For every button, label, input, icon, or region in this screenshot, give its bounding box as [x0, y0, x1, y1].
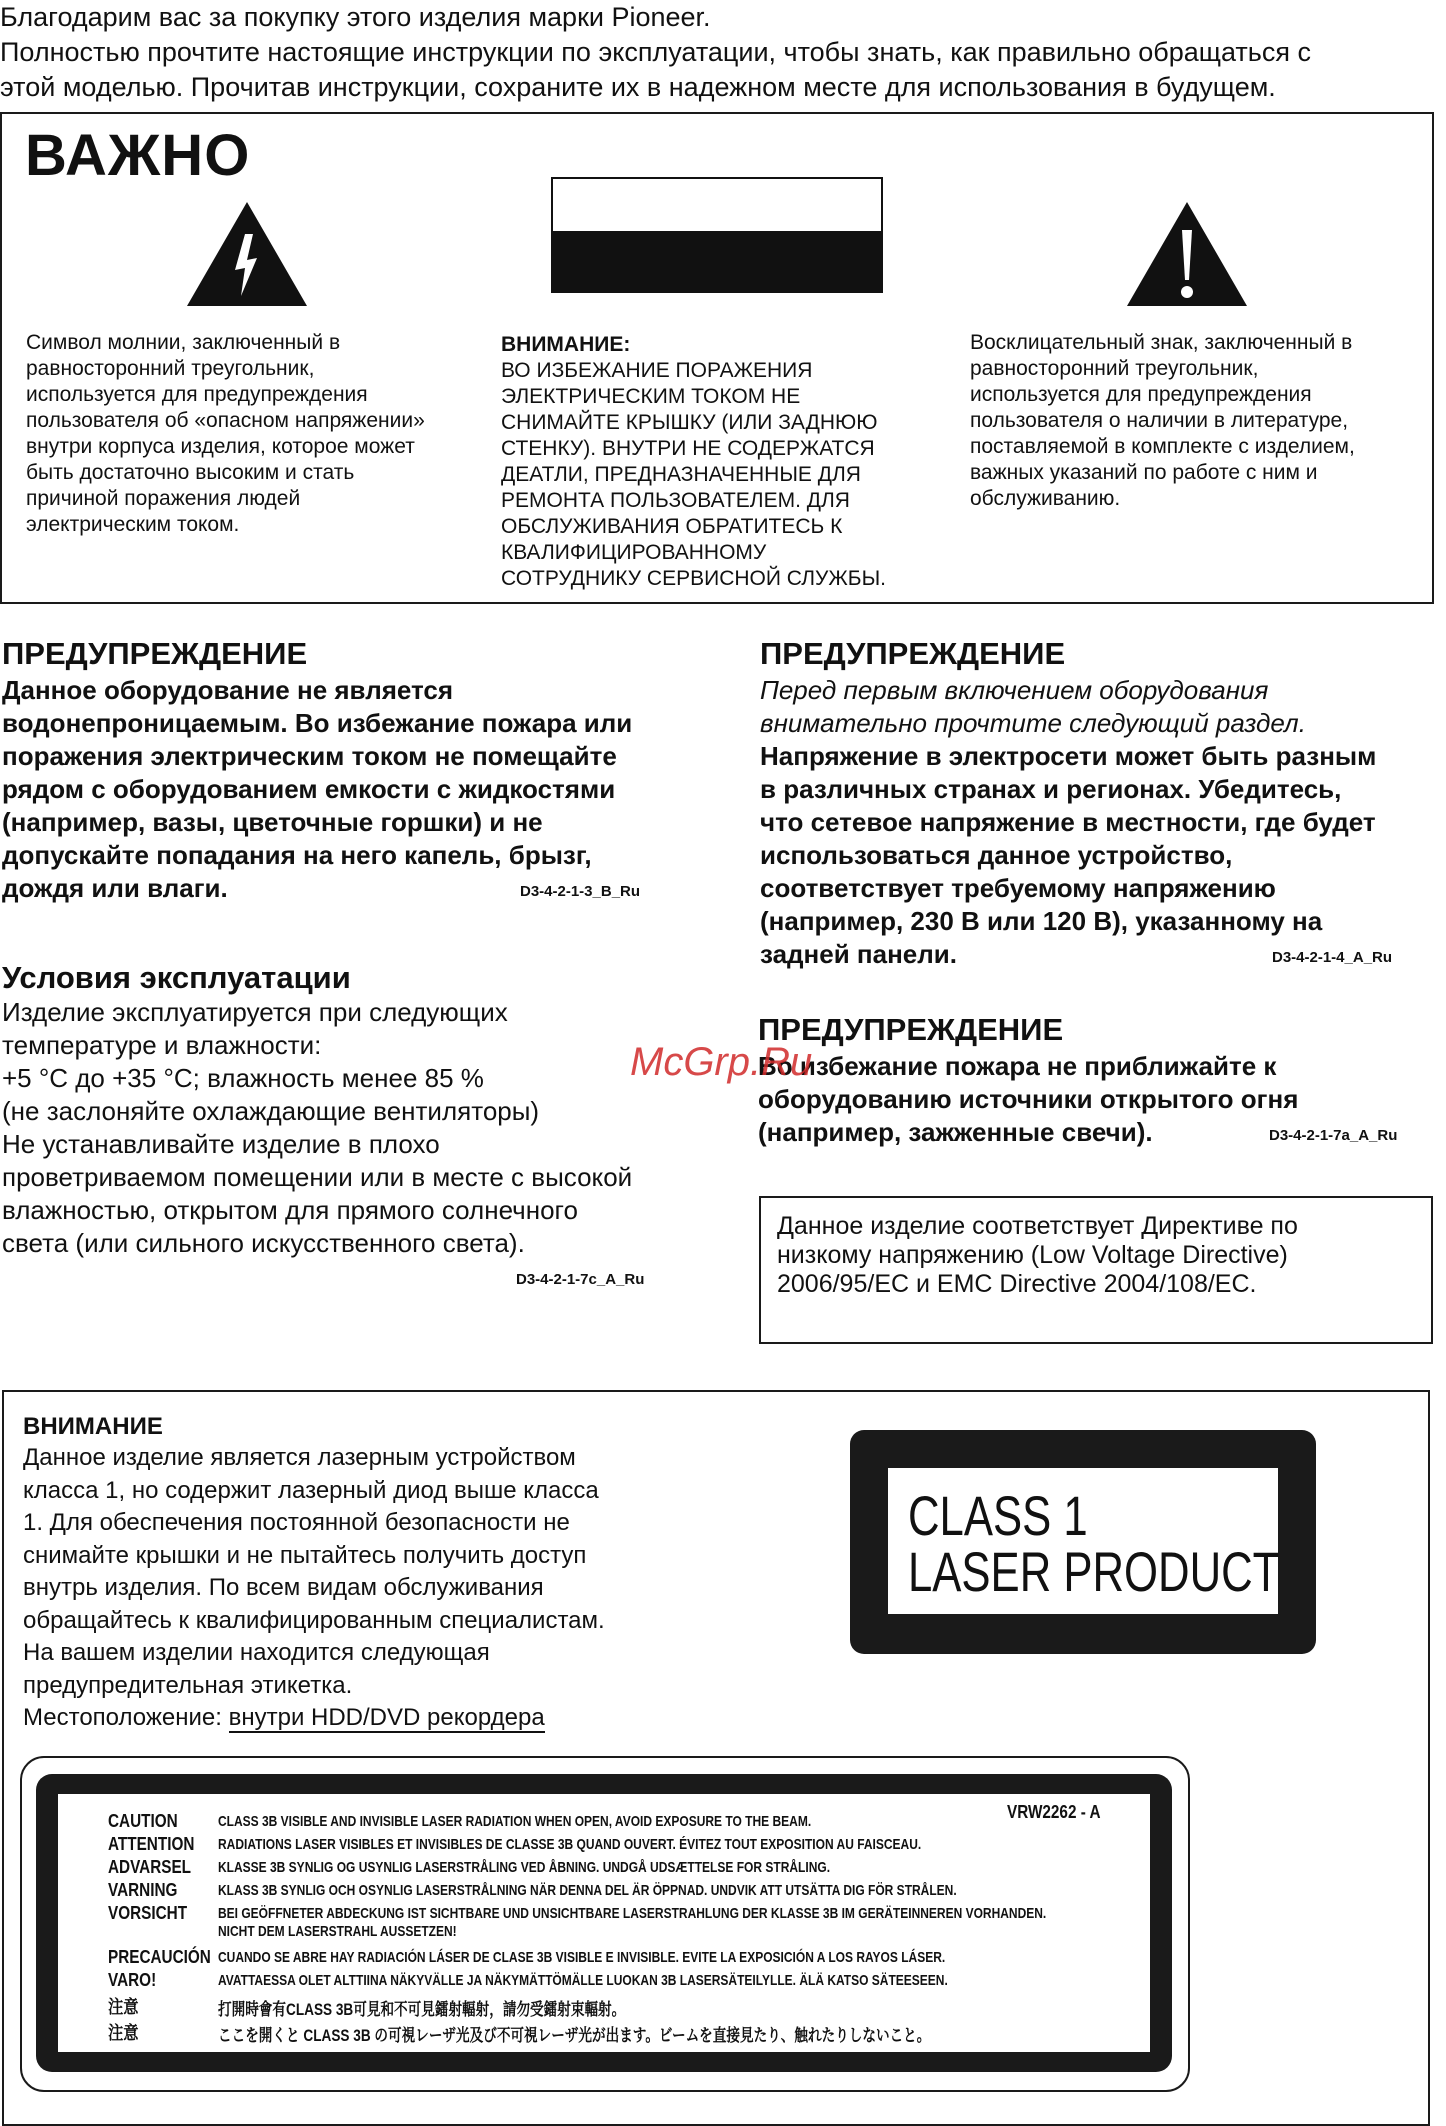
lightning-description — [26, 330, 476, 538]
exclamation-description — [970, 330, 1420, 512]
text-line: 2006/95/EC и EMC Directive 2004/108/EC. — [777, 1270, 1257, 1298]
text-line: пользователя об «опасном напряжении» — [26, 409, 425, 432]
text-line: внутрь изделия. По всем видам обслуживания — [23, 1574, 544, 1601]
text-line: КВАЛИФИЦИРОВАННОМУ — [501, 541, 767, 564]
label-lang: VARO! — [108, 1970, 157, 1990]
text-line: снимайте крышки и не пытайтесь получить доступ — [23, 1541, 587, 1569]
label-lang: ATTENTION — [108, 1834, 195, 1854]
text-line: влажностью, открытом для прямого солнечного — [2, 1195, 578, 1225]
text-line: Напряжение в электросети может быть разным — [760, 741, 1377, 771]
intro-line-1: Благодарим вас за покупку этого изделия марки Pioneer. — [0, 2, 711, 32]
text-line: в различных странах и регионах. Убедитесь, — [760, 774, 1342, 804]
warning-1-heading: ПРЕДУПРЕЖДЕНИЕ — [2, 636, 308, 671]
label-lang: VARNING — [108, 1880, 178, 1900]
text-line: (не заслоняйте охлаждающие вентиляторы) — [2, 1096, 540, 1126]
text-line: дождя или влаги. — [2, 873, 228, 903]
class1-line-2: LASER PRODUCT — [908, 1540, 1280, 1603]
text-line: равносторонний треугольник, — [970, 357, 1259, 380]
label-text: KLASS 3B SYNLIG OCH OSYNLIG LASERSTRÅLNING NÄR DENNA DEL ÄR ÖPPNAD. UNDVIK ATT UTSÄTTA DIG FÖR STRÅLEN. — [218, 1882, 957, 1899]
text-line: внутри корпуса изделия, которое может — [26, 435, 415, 458]
important-title: ВАЖНО — [25, 123, 251, 188]
label-text: BEI GEÖFFNETER ABDECKUNG IST SICHTBARE UND UNSICHTBARE LASERSTRAHLUNG DER KLASSE 3B IM GERÄTEINNEREN VORHANDEN. — [218, 1905, 1047, 1922]
exclamation-triangle-icon — [1125, 200, 1249, 308]
warning-2-code: D3-4-2-1-4_A_Ru — [1272, 949, 1393, 966]
text-line: Не устанавливайте изделие в плохо — [2, 1129, 440, 1159]
text-line: температуре и влажности: — [2, 1030, 322, 1060]
text-line: (например, вазы, цветочные горшки) и не — [2, 807, 543, 837]
text-line: Данное изделие соответствует Директиве по — [777, 1212, 1298, 1240]
label-lang: PRECAUCIÓN — [108, 1947, 211, 1967]
laser-caution-text — [23, 1442, 703, 1735]
lightning-triangle-icon — [185, 200, 309, 308]
warning-2-text — [760, 740, 1440, 971]
label-text: ここを開くと CLASS 3B の可視レーザ光及び不可視レーザ光が出ます。ビームを直接見たり、触れたりしないこと。 — [218, 2026, 931, 2045]
text-line: +5 °C до +35 °C; влажность менее 85 % — [2, 1063, 484, 1093]
text-line: внимательно прочтите следующий раздел. — [760, 708, 1306, 738]
text-line: причиной поражения людей — [26, 487, 301, 510]
caution-symbol — [551, 177, 883, 293]
text-line: ЭЛЕКТРИЧЕСКИМ ТОКОМ НЕ — [501, 385, 801, 408]
warning-1-text — [2, 674, 702, 905]
text-line: 1. Для обеспечения постоянной безопасности не — [23, 1509, 570, 1536]
text-line: Данное оборудование не является — [2, 675, 454, 705]
label-text: RADIATIONS LASER VISIBLES ET INVISIBLES DE CLASSE 3B QUAND OUVERT. ÉVITEZ TOUT EXPOSITION AU FAISCEAU. — [218, 1836, 922, 1853]
text-line: обращайтесь к квалифицированным специалистам. — [23, 1606, 605, 1634]
text-line: обслуживанию. — [970, 487, 1121, 510]
text-line: предупредительная этикетка. — [23, 1671, 353, 1699]
text-line: допускайте попадания на него капель, брызг, — [2, 840, 592, 870]
warning-2-heading: ПРЕДУПРЕЖДЕНИЕ — [760, 636, 1066, 671]
text-line: используется для предупреждения — [970, 383, 1312, 406]
text-line: поставляемой в комплекте с изделием, — [970, 435, 1355, 458]
text-line: света (или сильного искусственного света). — [2, 1228, 525, 1258]
text-line: Изделие эксплуатируется при следующих — [2, 997, 508, 1027]
text-line: проветриваемом помещении или в месте с высокой — [2, 1162, 633, 1192]
label-text: CLASS 3B VISIBLE AND INVISIBLE LASER RADIATION WHEN OPEN, AVOID EXPOSURE TO THE BEAM. — [218, 1813, 812, 1830]
conditions-text — [2, 996, 702, 1260]
text-line: соответствует требуемому напряжению — [760, 873, 1276, 903]
label-lang: VORSICHT — [108, 1903, 188, 1923]
text-line: СНИМАЙТЕ КРЫШКУ (ИЛИ ЗАДНЮЮ — [501, 411, 878, 434]
class1-laser-label — [850, 1430, 1316, 1654]
text-line: (например, зажженные свечи). — [758, 1117, 1153, 1147]
text-line: низкому напряжению (Low Voltage Directive) — [777, 1241, 1288, 1269]
text-line: задней панели. — [760, 939, 957, 969]
class1-label-inner — [888, 1468, 1278, 1614]
text-line: водонепроницаемым. Во избежание пожара или — [2, 708, 633, 738]
text-line: поражения электрическим током не помещайте — [2, 741, 617, 771]
text-line: На вашем изделии находится следующая — [23, 1639, 490, 1666]
text-line: что сетевое напряжение в местности, где будет — [760, 807, 1376, 837]
text-line: равносторонний треугольник, — [26, 357, 315, 380]
conditions-code: D3-4-2-1-7c_A_Ru — [516, 1271, 645, 1288]
label-text: KLASSE 3B SYNLIG OG USYNLIG LASERSTRÅLING VED ÅBNING. UNDGÅ UDSÆTTELSE FOR STRÅLING. — [218, 1859, 831, 1876]
text-line: важных указаний по работе с ним и — [970, 461, 1318, 484]
location-line — [23, 1702, 703, 1735]
location-label: Местоположение: — [23, 1704, 229, 1731]
text-line: класса 1, но содержит лазерный диод выше класса — [23, 1476, 599, 1504]
text-line: ДЕАТЛИ, ПРЕДНАЗНАЧЕННЫЕ ДЛЯ — [501, 463, 861, 486]
text-line: Во избежание пожара не приближайте к — [758, 1051, 1277, 1081]
warning-3-heading: ПРЕДУПРЕЖДЕНИЕ — [758, 1012, 1064, 1047]
location-value: внутри HDD/DVD рекордера — [228, 1704, 545, 1731]
label-lang: 注意 — [108, 1997, 139, 2017]
text-line: оборудованию источники открытого огня — [758, 1084, 1299, 1114]
intro-line-2: Полностью прочтите настоящие инструкции по эксплуатации, чтобы знать, как правильно обращаться с — [0, 37, 1311, 67]
warning-label-code: VRW2262 - A — [1007, 1802, 1101, 1822]
text-line: ВО ИЗБЕЖАНИЕ ПОРАЖЕНИЯ — [501, 359, 813, 382]
laser-caution-heading: ВНИМАНИЕ — [23, 1413, 163, 1440]
text-line: РЕМОНТА ПОЛЬЗОВАТЕЛЕМ. ДЛЯ — [501, 489, 850, 512]
text-line: быть достаточно высоким и стать — [26, 461, 355, 484]
label-lang: ADVARSEL — [108, 1857, 192, 1877]
label-text: NICHT DEM LASERSTRAHL AUSSETZEN! — [218, 1923, 457, 1940]
text-line: ОБСЛУЖИВАНИЯ ОБРАТИТЕСЬ К — [501, 515, 843, 538]
warning-3-code: D3-4-2-1-7a_A_Ru — [1269, 1127, 1398, 1144]
caution-description — [501, 332, 941, 592]
text-line: Перед первым включением оборудования — [760, 675, 1269, 705]
intro-line-3: этой моделью. Прочитав инструкции, сохраните их в надежном месте для использования в будущем. — [0, 72, 1276, 102]
text-line: (например, 230 В или 120 В), указанному на — [760, 906, 1323, 936]
warning-2-intro — [760, 674, 1440, 740]
label-text: CUANDO SE ABRE HAY RADIACIÓN LÁSER DE CLASE 3B VISIBLE E INVISIBLE. EVITE LA EXPOSICIÓN A LOS RAYOS LÁSER. — [218, 1949, 946, 1966]
text-line: СОТРУДНИКУ СЕРВИСНОЙ СЛУЖБЫ. — [501, 567, 886, 590]
caution-heading: ВНИМАНИЕ: — [501, 333, 631, 356]
text-line: используется для предупреждения — [26, 383, 368, 406]
text-line: рядом с оборудованием емкости с жидкостями — [2, 774, 616, 804]
watermark: McGrp.Ru — [630, 1040, 813, 1084]
text-line: Восклицательный знак, заключенный в — [970, 331, 1353, 354]
text-line: Символ молнии, заключенный в — [26, 331, 341, 354]
text-line: электрическим током. — [26, 513, 240, 536]
text-line: СТЕНКУ). ВНУТРИ НЕ СОДЕРЖАТСЯ — [501, 437, 875, 460]
label-lang: CAUTION — [108, 1811, 178, 1831]
label-lang: 注意 — [108, 2023, 139, 2043]
text-line: Данное изделие является лазерным устройством — [23, 1444, 576, 1471]
conditions-heading: Условия эксплуатации — [2, 960, 351, 995]
text-line: пользователя о наличии в литературе, — [970, 409, 1349, 432]
class1-line-1: CLASS 1 — [908, 1484, 1088, 1547]
text-line: использоваться данное устройство, — [760, 840, 1233, 870]
label-text: 打開時會有CLASS 3B可見和不可見鐳射輻射，請勿受鐳射束輻射。 — [218, 2000, 626, 2019]
warning-1-code: D3-4-2-1-3_B_Ru — [520, 883, 641, 900]
intro-text — [0, 0, 1440, 105]
class1-label-text — [908, 1484, 1280, 1603]
label-text: AVATTAESSA OLET ALTTIINA NÄKYVÄLLE JA NÄKYMÄTTÖMÄLLE LUOKAN 3B LASERSÄTEILYLLE. ÄLÄ KATSO SÄTEESEEN. — [218, 1972, 948, 1989]
directive-text — [777, 1212, 1427, 1299]
